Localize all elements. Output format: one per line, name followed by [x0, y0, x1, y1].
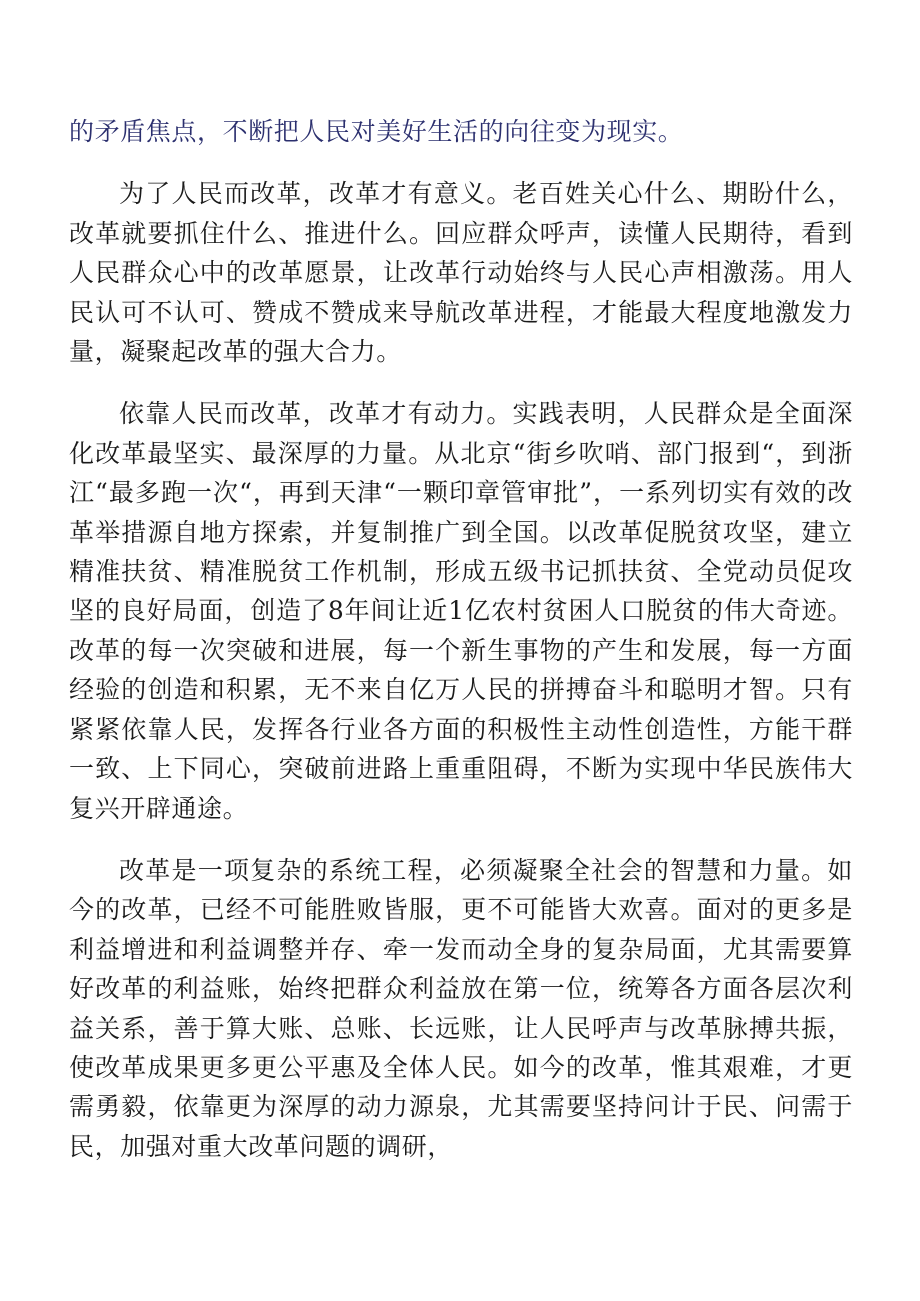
paragraph-reform-relying-on-people: 依靠人民而改革，改革才有动力。实践表明，人民群众是全面深化改革最坚实、最深厚的力量。从北京“街乡吹哨、部门报到“，到浙江“最多跑一次“，再到天津“一颗印章管审批”，一系列切实有效的改革举措源自地方探索，并复制推广到全国。以改革促脱贫攻坚，建立精准扶贫、精准脱贫工作机制，形成五级书记抓扶贫、全党动员促攻坚的良好局面，创造了8年间让近1亿农村贫困人口脱贫的伟大奇迹。改革的每一次突破和进展，每一个新生事物的产生和发展，每一方面经验的创造和积累，无不来自亿万人民的拼搏奋斗和聪明才智。只有紧紧依靠人民，发挥各行业各方面的积极性主动性创造性，方能干群一致、上下同心，突破前进路上重重阻碍，不断为实现中华民族伟大复兴开辟通途。: [69, 399, 853, 823]
document-body: [69, 112, 853, 1166]
paragraph-continuation: 的矛盾焦点，不断把人民对美好生活的向往变为现实。: [69, 117, 684, 146]
paragraph-reform-system-engineering: 改革是一项复杂的系统工程，必须凝聚全社会的智慧和力量。如今的改革，已经不可能胜败皆服，更不可能皆大欢喜。面对的更多是利益增进和利益调整并存、牵一发而动全身的复杂局面，尤其需要算好改革的利益账，始终把群众利益放在第一位，统筹各方面各层次利益关系，善于算大账、总账、长远账，让人民呼声与改革脉搏共振，使改革成果更多更公平惠及全体人民。如今的改革，惟其艰难，才更需勇毅，依靠更为深厚的动力源泉，尤其需要坚持问计于民、问需于民，加强对重大改革问题的调研，: [69, 855, 853, 1161]
paragraph-reform-for-people: 为了人民而改革，改革才有意义。老百姓关心什么、期盼什么，改革就要抓住什么、推进什么。回应群众呼声，读懂人民期待，看到人民群众心中的改革愿景，让改革行动始终与人民心声相激荡。用人民认可不认可、赞成不赞成来导航改革进程，才能最大程度地激发力量，凝聚起改革的强大合力。: [69, 179, 853, 367]
